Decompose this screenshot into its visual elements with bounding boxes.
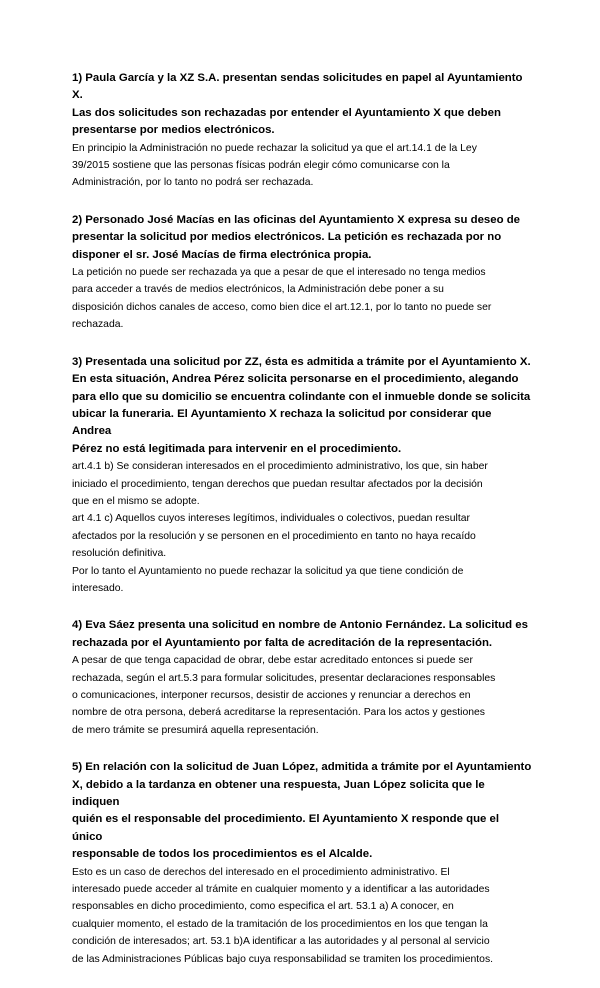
document-body [72, 70, 532, 988]
answer-paragraph: La petición no puede ser rechazada ya que a pesar de que el interesado no tenga medios para acceder a través de medios electrónicos, la Administración debe poner a su disposición dichos canales de acceso, como bien dice el art.12.1, por lo tanto no puede ser rechazada. [72, 267, 492, 331]
question-block-1 [72, 70, 532, 192]
answer-paragraph: En principio la Administración no puede rechazar la solicitud ya que el art.14.1 de la Ley 39/2015 sostiene que las personas físicas podrán elegir cómo comunicarse con la Administración, por lo tanto no podrá ser rechazada. [72, 142, 477, 189]
question-block-5 [72, 759, 532, 968]
question-heading: 2) Personado José Macías en las oficinas del Ayuntamiento X expresa su deseo de presentar la solicitud por medios electrónicos. La petición es rechazada por no disponer el sr. José Macías de firma electrónica propia. [72, 213, 520, 261]
question-block-3 [72, 354, 532, 598]
question-block-2 [72, 212, 532, 334]
question-heading: 4) Eva Sáez presenta una solicitud en nombre de Antonio Fernández. La solicitud es rechazada por el Ayuntamiento por falta de acreditación de la representación. [72, 619, 528, 649]
question-heading: 3) Presentada una solicitud por ZZ, ésta es admitida a trámite por el Ayuntamiento X. En esta situación, Andrea Pérez solicita personarse en el procedimiento, alegando para ello que su domicilio se encuentra colindante con el inmueble donde se solicita ubicar la funeraria. El Ayuntamiento X rechaza la solicitud por considerar que Andrea Pérez no está legitimada para intervenir en el procedimiento. [72, 355, 531, 455]
question-block-4 [72, 617, 532, 739]
question-heading: 1) Paula García y la XZ S.A. presentan sendas solicitudes en papel al Ayuntamiento X. Las dos solicitudes son rechazadas por entender el Ayuntamiento X que deben presentarse por medios electrónicos. [72, 72, 523, 137]
question-heading: 5) En relación con la solicitud de Juan López, admitida a trámite por el Ayuntamiento X, debido a la tardanza en obtener una respuesta, Juan López solicita que le indiquen quién es el responsable del procedimiento. El Ayuntamiento X responde que el único responsable de todos los procedimientos es el Alcalde. [72, 761, 532, 861]
answer-paragraph: Esto es un caso de derechos del interesado en el procedimiento administrativo. El interesado puede acceder al trámite en cualquier momento y a identificar a las autoridades responsables en dicho procedimiento, como especifica el art. 53.1 a) A conocer, en cualquier momento, el estado de la tramitación de los procedimientos en los que tengan la condición de interesados; art. 53.1 b)A identificar a las autoridades y al personal al servicio de las Administraciones Públicas bajo cuya responsabilidad se tramiten los procedimientos. [72, 866, 494, 965]
answer-paragraph: art.4.1 b) Se consideran interesados en el procedimiento administrativo, los que, sin haber iniciado el procedimiento, tengan derechos que puedan resultar afectados por la decisión que en el mismo se adopte. art 4.1 c) Aquellos cuyos intereses legítimos, individuales o colectivos, puedan resultar afectados por la resolución y se personen en el procedimiento en tanto no haya recaído resolución definitiva. Por lo tanto el Ayuntamiento no puede rechazar la solicitud ya que tiene condición de interesado. [72, 461, 488, 594]
answer-paragraph: A pesar de que tenga capacidad de obrar, debe estar acreditado entonces si puede ser rechazada, según el art.5.3 para formular solicitudes, presentar declaraciones responsables o comunicaciones, interponer recursos, desistir de acciones y renunciar a derechos en nombre de otra persona, deberá acreditarse la representación. Para los actos y gestiones de mero trámite se presumirá aquella representación. [72, 655, 496, 736]
